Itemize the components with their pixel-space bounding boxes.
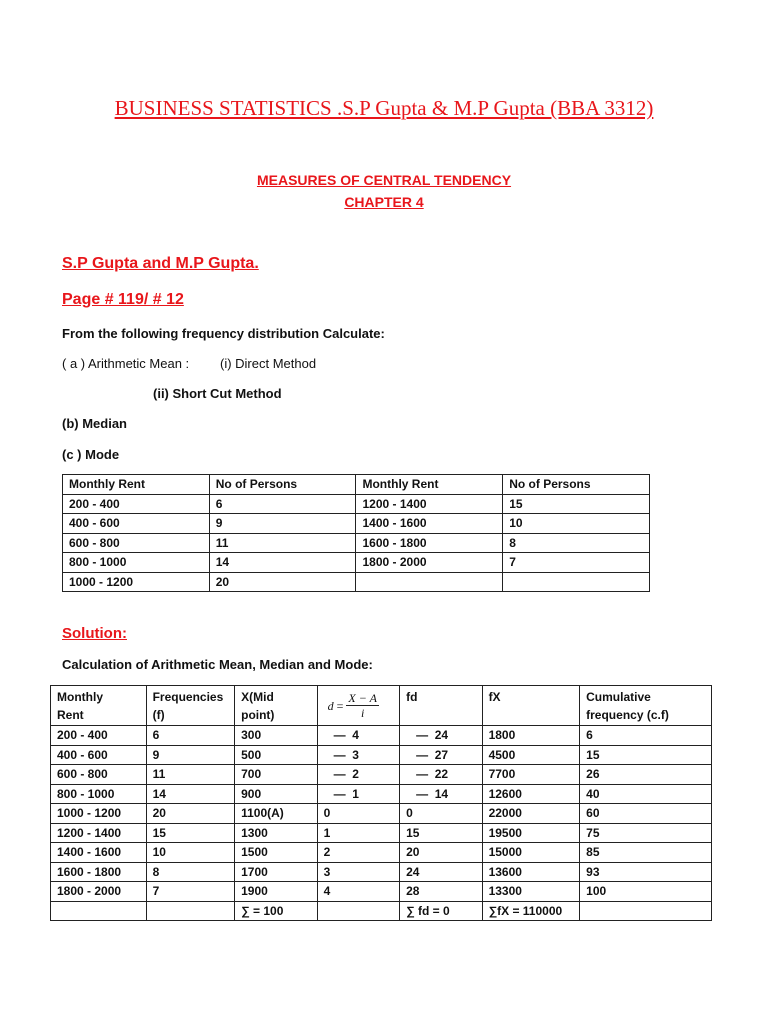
author-heading: S.P Gupta and M.P Gupta. xyxy=(62,255,259,272)
total-cell xyxy=(317,901,399,921)
part-b-median: (b) Median xyxy=(62,416,127,431)
table-cell: 15 xyxy=(400,823,482,843)
table-cell: 1400 - 1600 xyxy=(51,843,147,863)
table-row xyxy=(63,514,650,534)
table-cell: 400 - 600 xyxy=(51,745,147,765)
table-cell: 800 - 1000 xyxy=(51,784,147,804)
table-cell: 15000 xyxy=(482,843,580,863)
table-cell: 12600 xyxy=(482,784,580,804)
table-cell: 1 xyxy=(317,823,399,843)
table-cell: 1600 - 1800 xyxy=(356,533,503,553)
part-c-mode: (c ) Mode xyxy=(62,447,120,462)
table-cell: 15 xyxy=(580,745,712,765)
table-cell: — 24 xyxy=(400,726,482,746)
table-cell: 200 - 400 xyxy=(63,494,210,514)
part-a-direct-method: (i) Direct Method xyxy=(220,356,317,371)
table-cell: 75 xyxy=(580,823,712,843)
table-cell: 1500 xyxy=(235,843,317,863)
table-cell: 400 - 600 xyxy=(63,514,210,534)
table-cell: 1400 - 1600 xyxy=(356,514,503,534)
table-cell: 800 - 1000 xyxy=(63,553,210,573)
header-fx: fX xyxy=(482,686,580,726)
table-cell: — 27 xyxy=(400,745,482,765)
table-row xyxy=(51,726,712,746)
table-cell: 28 xyxy=(400,882,482,902)
header-deviation-formula xyxy=(317,686,399,726)
instruction-text: From the following frequency distribution Calculate: xyxy=(62,326,385,341)
table-cell: — 14 xyxy=(400,784,482,804)
header-monthly-rent: Monthly Rent xyxy=(51,686,147,726)
table-cell: 10 xyxy=(146,843,235,863)
table-cell: — 4 xyxy=(317,726,399,746)
header-fd: fd xyxy=(400,686,482,726)
table-row xyxy=(63,553,650,573)
table-cell: — 22 xyxy=(400,765,482,785)
table-header-row xyxy=(51,686,712,726)
total-cell: ∑fX = 110000 xyxy=(482,901,580,921)
table-cell: — 2 xyxy=(317,765,399,785)
solution-caption: Calculation of Arithmetic Mean, Median and Mode: xyxy=(62,657,373,672)
table-cell: 6 xyxy=(209,494,356,514)
table-cell: 1800 - 2000 xyxy=(51,882,147,902)
table-header-cell: No of Persons xyxy=(209,475,356,495)
table-cell: 1900 xyxy=(235,882,317,902)
table-row xyxy=(51,804,712,824)
table-cell: 20 xyxy=(400,843,482,863)
table-cell: 1800 - 2000 xyxy=(356,553,503,573)
table-cell xyxy=(503,572,650,592)
formula-d: d xyxy=(327,698,334,713)
table-cell: 14 xyxy=(146,784,235,804)
table-row xyxy=(51,784,712,804)
table-cell: 20 xyxy=(146,804,235,824)
table-cell: 1600 - 1800 xyxy=(51,862,147,882)
formula-equals: = xyxy=(336,698,344,713)
table-cell: 7700 xyxy=(482,765,580,785)
table-cell: 6 xyxy=(146,726,235,746)
chapter-topic: MEASURES OF CENTRAL TENDENCY xyxy=(256,172,512,188)
table-cell: 1000 - 1200 xyxy=(63,572,210,592)
table-cell: 9 xyxy=(209,514,356,534)
table-cell: 1200 - 1400 xyxy=(356,494,503,514)
calculation-table xyxy=(50,685,712,921)
table-row xyxy=(63,533,650,553)
table-cell: 4500 xyxy=(482,745,580,765)
table-cell: 1700 xyxy=(235,862,317,882)
document-title: BUSINESS STATISTICS .S.P Gupta & M.P Gupta (BBA 3312) xyxy=(114,96,654,120)
table-header-cell: Monthly Rent xyxy=(356,475,503,495)
part-a-shortcut-method: (ii) Short Cut Method xyxy=(153,386,282,401)
table-cell: 3 xyxy=(317,862,399,882)
table-cell: 14 xyxy=(209,553,356,573)
header-frequencies: Frequencies (f) xyxy=(146,686,235,726)
total-cell xyxy=(51,901,147,921)
table-cell: 40 xyxy=(580,784,712,804)
solution-heading: Solution: xyxy=(62,625,127,642)
table-row xyxy=(51,843,712,863)
table-cell: 11 xyxy=(209,533,356,553)
formula-numerator: X − A xyxy=(348,691,377,705)
table-cell: 20 xyxy=(209,572,356,592)
table-cell: 10 xyxy=(503,514,650,534)
table-header-cell: No of Persons xyxy=(503,475,650,495)
table-cell: 24 xyxy=(400,862,482,882)
table-cell: 100 xyxy=(580,882,712,902)
table-row xyxy=(63,572,650,592)
table-row xyxy=(51,745,712,765)
table-cell: — 1 xyxy=(317,784,399,804)
chapter-number: CHAPTER 4 xyxy=(344,194,424,210)
table-cell: 1200 - 1400 xyxy=(51,823,147,843)
table-cell: 13600 xyxy=(482,862,580,882)
page-reference: Page # 119/ # 12 xyxy=(62,291,184,308)
table-cell: 600 - 800 xyxy=(51,765,147,785)
table-cell: 7 xyxy=(503,553,650,573)
table-cell: — 3 xyxy=(317,745,399,765)
table-row xyxy=(63,494,650,514)
total-cell: ∑ = 100 xyxy=(235,901,317,921)
table-cell: 0 xyxy=(400,804,482,824)
table-cell: 700 xyxy=(235,765,317,785)
table-cell: 60 xyxy=(580,804,712,824)
table-cell: 85 xyxy=(580,843,712,863)
table-row xyxy=(51,882,712,902)
part-a-label: ( a ) Arithmetic Mean : xyxy=(62,356,190,371)
table-header-row xyxy=(63,475,650,495)
table-cell: 2 xyxy=(317,843,399,863)
table-cell: 15 xyxy=(146,823,235,843)
table-cell: 11 xyxy=(146,765,235,785)
header-cumulative-frequency: Cumulative frequency (c.f) xyxy=(580,686,712,726)
table-cell: 1300 xyxy=(235,823,317,843)
table-cell: 15 xyxy=(503,494,650,514)
table-cell: 4 xyxy=(317,882,399,902)
table-cell: 900 xyxy=(235,784,317,804)
table-cell: 6 xyxy=(580,726,712,746)
table-header-cell: Monthly Rent xyxy=(63,475,210,495)
table-cell: 9 xyxy=(146,745,235,765)
table-cell: 600 - 800 xyxy=(63,533,210,553)
table-cell: 7 xyxy=(146,882,235,902)
table-cell: 19500 xyxy=(482,823,580,843)
table-cell: 200 - 400 xyxy=(51,726,147,746)
table-cell: 13300 xyxy=(482,882,580,902)
header-midpoint: X(Mid point) xyxy=(235,686,317,726)
table-cell: 0 xyxy=(317,804,399,824)
total-cell xyxy=(146,901,235,921)
formula-denominator: i xyxy=(360,706,365,720)
table-row xyxy=(51,765,712,785)
table-cell: 8 xyxy=(146,862,235,882)
table-cell: 500 xyxy=(235,745,317,765)
table-cell xyxy=(356,572,503,592)
table-cell: 8 xyxy=(503,533,650,553)
table-cell: 26 xyxy=(580,765,712,785)
table-cell: 1100(A) xyxy=(235,804,317,824)
table-cell: 300 xyxy=(235,726,317,746)
table-cell: 1800 xyxy=(482,726,580,746)
table-cell: 93 xyxy=(580,862,712,882)
table-totals-row xyxy=(51,901,712,921)
table-row xyxy=(51,862,712,882)
frequency-distribution-table xyxy=(62,474,650,592)
table-row xyxy=(51,823,712,843)
table-cell: 22000 xyxy=(482,804,580,824)
total-cell: ∑ fd = 0 xyxy=(400,901,482,921)
total-cell xyxy=(580,901,712,921)
table-cell: 1000 - 1200 xyxy=(51,804,147,824)
